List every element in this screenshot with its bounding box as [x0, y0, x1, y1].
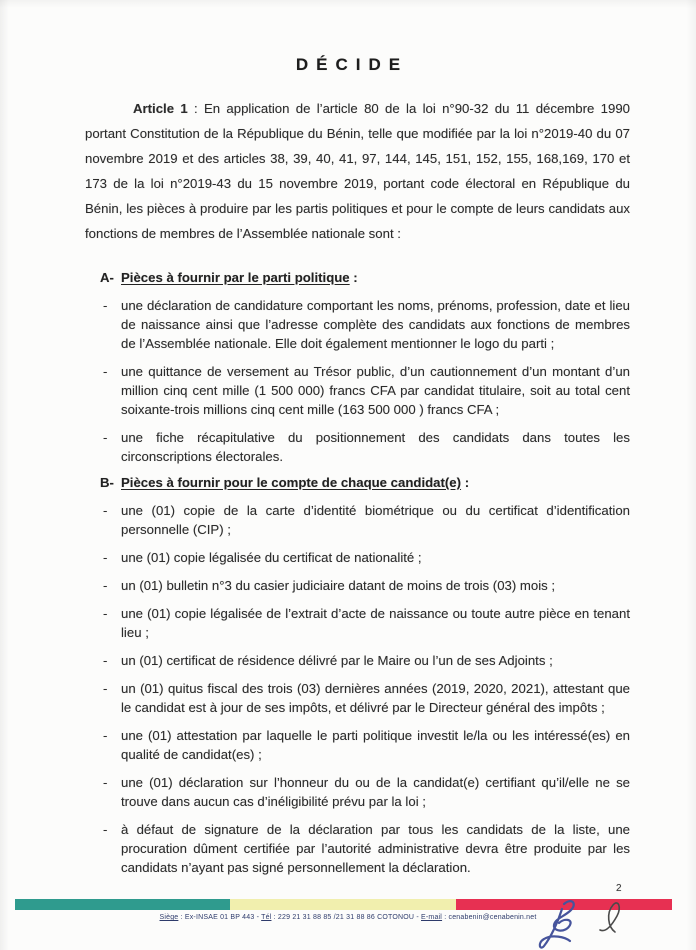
- footer-tel-value: : 229 21 31 88 85 /21 31 88 86 COTONOU -: [271, 914, 422, 921]
- signature-blue-stroke: [540, 901, 574, 947]
- footer-email-label: E-mail: [421, 914, 443, 921]
- section-a-label: A-: [100, 270, 114, 285]
- article-1-paragraph: [85, 96, 630, 246]
- item-text: un (01) certificat de résidence délivré par le Maire ou l’un de ses Adjoints ;: [121, 653, 553, 668]
- item-text: une (01) copie de la carte d’identité biométrique ou du certificat d’identification personnelle (CIP) ;: [121, 503, 630, 537]
- section-a-heading: [100, 268, 630, 287]
- item-text: une (01) copie légalisée de l’extrait d’acte de naissance ou toute autre pièce en tenant lieu ;: [121, 606, 630, 640]
- item-dash: -: [103, 775, 108, 790]
- section-a: [100, 268, 630, 466]
- list-item: [100, 362, 630, 419]
- item-dash: -: [103, 728, 108, 743]
- section-b: [100, 473, 630, 877]
- item-dash: -: [103, 430, 108, 445]
- item-dash: -: [103, 298, 108, 313]
- list-item: [100, 428, 630, 466]
- footer-tel-label: Tél: [261, 914, 272, 921]
- list-item: [100, 679, 630, 717]
- section-b-heading-text: [121, 473, 469, 492]
- section-b-label: B-: [100, 475, 114, 490]
- item-text: à défaut de signature de la déclaration par tous les candidats de la liste, une procuration dûment certifiée par l’autorité administrative devra être produite par les candidats n’ayant pas signé personnellement la déclaration.: [121, 822, 630, 875]
- item-dash: -: [103, 681, 108, 696]
- article-1-text: : En application de l’article 80 de la loi n°90-32 du 11 décembre 1990 portant Constitution de la République du Bénin, telle que modifiée par la loi n°2019-40 du 07 novembre 2019 et des articles 38, 39, 40, 41, 97, 144, 145, 151, 152, 155, 168,169, 170 et 173 de la loi n°2019-43 du 15 novembre 2019, portant code électoral en République du Bénin, les pièces à produire par les partis politiques et pour le compte de leurs candidats aux fonctions de membres de l’Assemblée nationale sont :: [85, 101, 630, 241]
- list-item: [100, 501, 630, 539]
- item-text: une (01) déclaration sur l’honneur du ou de la candidat(e) certifiant qu’il/elle ne se trouve dans aucun cas d’inéligibilité prévu par la loi ;: [121, 775, 630, 809]
- section-b-heading-colon: :: [461, 475, 470, 490]
- footer-bar-green-segment: [15, 899, 230, 910]
- item-text: une déclaration de candidature comportant les noms, prénoms, profession, date et lieu de naissance ainsi que l’adresse complète des candidats aux fonctions de membres de l’Assemblée nationale. Elle doit également mentionner le logo du parti ;: [121, 298, 630, 351]
- footer-siege-value: : Ex-INSAE 01 BP 443 -: [178, 914, 262, 921]
- footer-bar-yellow-segment: [230, 899, 456, 910]
- item-text: un (01) quitus fiscal des trois (03) dernières années (2019, 2020, 2021), attestant que le candidat est à jour de ses impôts, et délivré par le Directeur général des impôts ;: [121, 681, 630, 715]
- list-item: [100, 773, 630, 811]
- item-dash: -: [103, 550, 108, 565]
- article-1-label: Article 1: [133, 101, 188, 116]
- document-title: DÉCIDE: [295, 55, 409, 74]
- item-dash: -: [103, 364, 108, 379]
- section-a-heading-underlined: Pièces à fournir par le parti politique: [121, 270, 350, 285]
- item-dash: -: [103, 606, 108, 621]
- list-item: [100, 726, 630, 764]
- item-text: une (01) attestation par laquelle le parti politique investit le/la ou les intéressé(es) en qualité de candidat(es) ;: [121, 728, 630, 762]
- signature-dark-stroke: [600, 903, 619, 932]
- list-item: [100, 548, 630, 567]
- list-item: [100, 651, 630, 670]
- signature-ink-marks: [520, 896, 680, 950]
- item-text: une (01) copie légalisée du certificat de nationalité ;: [121, 550, 422, 565]
- item-dash: -: [103, 653, 108, 668]
- item-dash: -: [103, 503, 108, 518]
- footer-siege-label: Siège: [159, 914, 179, 921]
- item-text: un (01) bulletin n°3 du casier judiciaire datant de moins de trois (03) mois ;: [121, 578, 556, 593]
- item-dash: -: [103, 578, 108, 593]
- list-item: [100, 296, 630, 353]
- list-item: [100, 604, 630, 642]
- item-text: une fiche récapitulative du positionnement des candidats dans toutes les circonscriptions électorales.: [121, 430, 630, 464]
- footer-email-value: : cenabenin@cenabenin.net: [442, 914, 537, 921]
- section-b-heading: [100, 473, 630, 492]
- page-number: 2: [616, 883, 622, 894]
- section-a-heading-colon: :: [349, 270, 358, 285]
- section-a-heading-text: [121, 268, 358, 287]
- list-item: [100, 576, 630, 595]
- item-text: une quittance de versement au Trésor public, d’un cautionnement d’un montant d’un million cinq cent mille (1 500 000) francs CFA par candidat titulaire, soit au total cent soixante-trois millions cinq cent mille (163 500 000 ) francs CFA ;: [121, 364, 630, 417]
- section-b-heading-underlined: Pièces à fournir pour le compte de chaque candidat(e): [121, 475, 462, 490]
- item-dash: -: [103, 822, 108, 837]
- list-item: [100, 820, 630, 877]
